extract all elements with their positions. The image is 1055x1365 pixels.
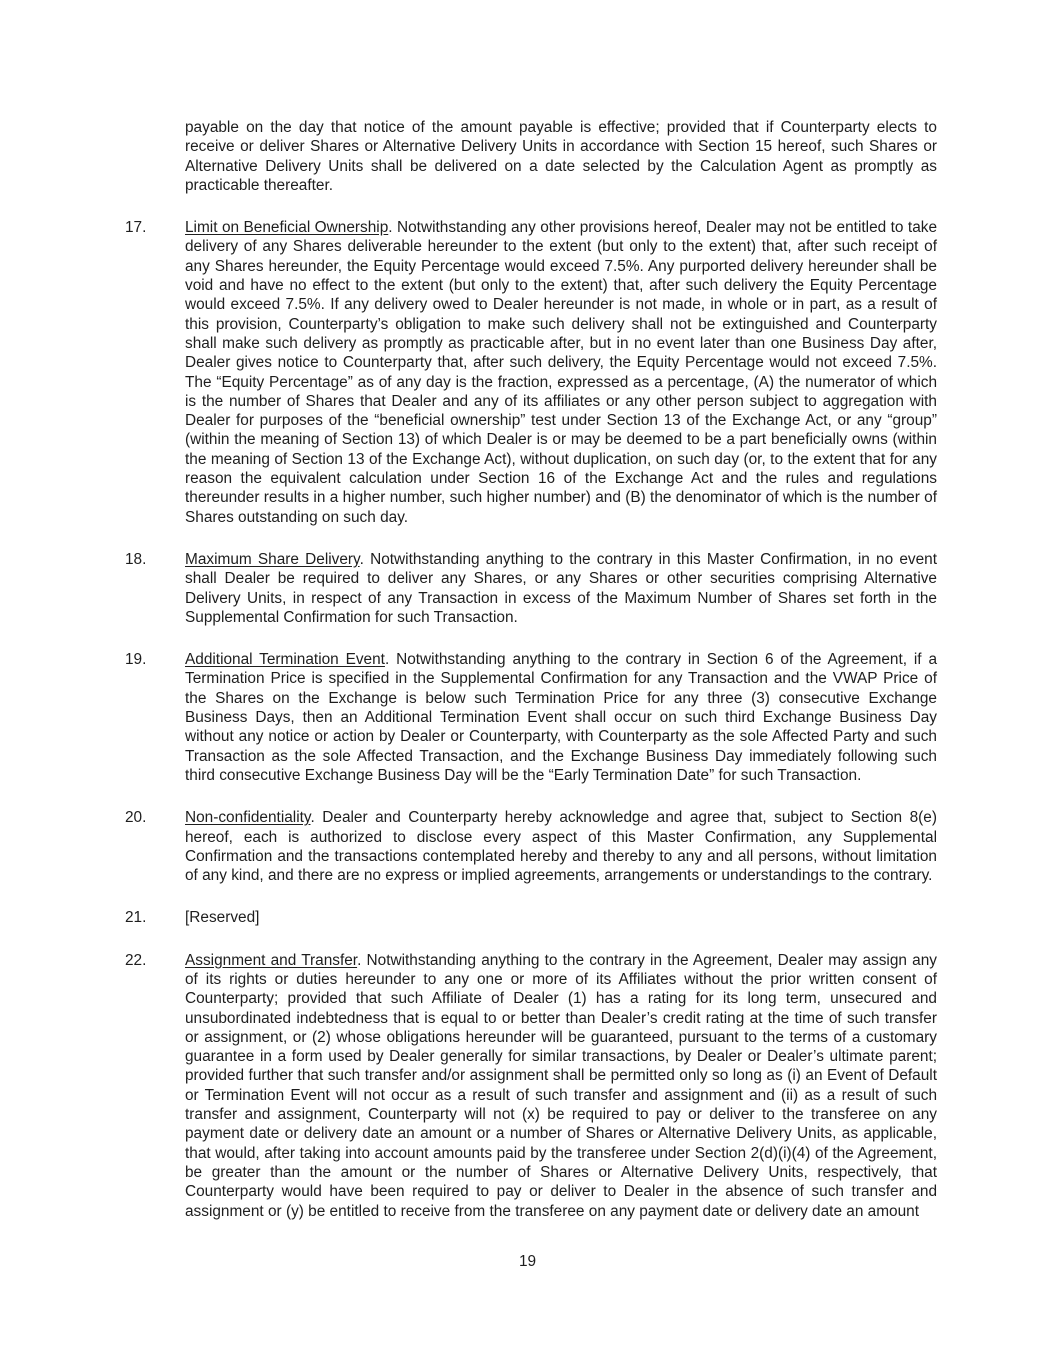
- section-number: 21.: [125, 909, 147, 927]
- section-separator: .: [359, 550, 371, 568]
- intro-paragraph: payable on the day that notice of the amount payable is effective; provided that if Counterparty elects to receive or deliver Shares or Alternative Delivery Units in accordance with Section 15 hereof, such Shares or Alternative Delivery Units shall be delivered on a date selected by the Calculation Agent as promptly as practicable thereafter.: [185, 119, 937, 194]
- section-heading: Non-confidentiality: [185, 809, 311, 827]
- section-body: [Reserved]: [185, 909, 260, 927]
- section-body: Notwithstanding any other provisions hereof, Dealer may not be entitled to take delivery of any Shares deliverable hereunder to the extent (but only to the extent) that, after such receipt of any Shares hereunder, the Equity Percentage would exceed 7.5%. Any purported delivery hereunder shall be void and have no effect to the extent (but only to the extent) that, after such delivery the Equity Percentage would exceed 7.5%. If any delivery owed to Dealer hereunder is not made, in whole or in part, as a result of this provision, Counterparty’s obligation to make such delivery shall not be extinguished and Counterparty shall make such delivery as promptly as practicable after, but in no event later than one Business Day after, Dealer gives notice to Counterparty that, after such delivery, the Equity Percentage would not exceed 7.5%. The “Equity Percentage” as of any day is the fraction, expressed as a percentage, (A) the numerator of which is the number of Shares that Dealer and any of its affiliates or any other person subject to aggregation with Dealer for purposes of the “beneficial ownership” test under Section 13 of the Exchange Act, or any “group” (within the meaning of Section 13) of which Dealer is or may be deemed to be a part beneficially owns (within the meaning of Section 13 of the Exchange Act), without duplication, on such day (or, to the extent that for any reason the equivalent calculation under Section 16 of the Exchange Act and the rules and regulations thereunder results in a higher number, such higher number) and (B) the denominator of which is the number of Shares outstanding on such day.: [185, 219, 938, 526]
- section-text: [185, 808, 937, 885]
- section-number: 22.: [125, 951, 147, 969]
- section-21: [125, 908, 937, 927]
- section-heading: Assignment and Transfer: [185, 951, 358, 969]
- section-body: Dealer and Counterparty hereby acknowledge and agree that, subject to Section 8(e) hereof, each is authorized to disclose every aspect of this Master Confirmation, any Supplemental Confirmation and the transactions contemplated hereby and thereby to any and all persons, without limitation of any kind, and there are no express or implied agreements, arrangements or understandings to the contrary.: [185, 809, 937, 885]
- section-20: [125, 808, 937, 885]
- section-17: [125, 218, 937, 527]
- section-number: 20.: [125, 809, 147, 827]
- section-number: 19.: [125, 651, 147, 669]
- section-number: 17.: [125, 219, 147, 237]
- section-separator: .: [384, 651, 397, 669]
- section-22: [125, 951, 937, 1221]
- section-text: [185, 951, 937, 1221]
- section-body: Notwithstanding anything to the contrary in the Agreement, Dealer may assign any of its rights or duties hereunder to any one or more of its Affiliates without the prior written consent of Counterparty; provided that such Affiliate of Dealer (1) has a rating for its long term, unsecured and unsubordinated indebtedness that is equal to or better than Dealer’s credit rating at the time of such transfer or assignment, or (2) whose obligations hereunder will be guaranteed, pursuant to the terms of a customary guarantee in a form used by Dealer generally for similar transactions, by Dealer or Dealer’s ultimate parent; provided further that such transfer and/or assignment shall be permitted only so long as (i) an Event of Default or Termination Event will not occur as a result of such transfer and assignment and (ii) as a result of such transfer and assignment, Counterparty will not (x) be required to pay or deliver to the transferee on any payment date or delivery date an amount or a number of Shares or Alternative Delivery Units, as applicable, that would, after taking into account amounts paid by the transferee under Section 2(d)(i)(4) of the Agreement, be greater than the amount or the number of Shares or Alternative Delivery Units, respectively, that Counterparty would have been required to pay or deliver to Dealer in the absence of such transfer and assignment or (y) be entitled to receive from the transferee on any payment date or delivery date an amount: [185, 951, 937, 1220]
- page-number: 19: [518, 1253, 537, 1270]
- section-text: [185, 650, 937, 785]
- section-separator: .: [357, 951, 367, 969]
- section-heading: Limit on Beneficial Ownership: [185, 219, 389, 237]
- section-text: [185, 908, 937, 927]
- section-separator: .: [310, 809, 323, 827]
- section-18: [125, 550, 937, 627]
- section-heading: Additional Termination Event: [185, 651, 385, 669]
- section-body: Notwithstanding anything to the contrary in this Master Confirmation, in no event shall Dealer be required to deliver any Shares, or any Shares or other securities comprising Alternative Delivery Units, in respect of any Transaction in excess of the Maximum Number of Shares set forth in the Supplemental Confirmation for such Transaction.: [185, 550, 938, 626]
- section-text: [185, 550, 937, 627]
- section-number: 18.: [125, 550, 147, 568]
- section-text: [185, 218, 937, 527]
- section-heading: Maximum Share Delivery: [185, 550, 360, 568]
- section-body: Notwithstanding anything to the contrary in Section 6 of the Agreement, if a Termination Price is specified in the Supplemental Confirmation for any Transaction and the VWAP Price of the Shares on the Exchange is below such Termination Price for any three (3) consecutive Exchange Business Days, then an Additional Termination Event shall occur on such third Exchange Business Day without any notice or action by Dealer or Counterparty, with Counterparty as the sole Affected Party and such Transaction as the sole Affected Transaction, and the Exchange Business Day immediately following such third consecutive Exchange Business Day will be the “Early Termination Date” for such Transaction.: [185, 651, 937, 784]
- section-19: [125, 650, 937, 785]
- section-separator: .: [388, 219, 397, 237]
